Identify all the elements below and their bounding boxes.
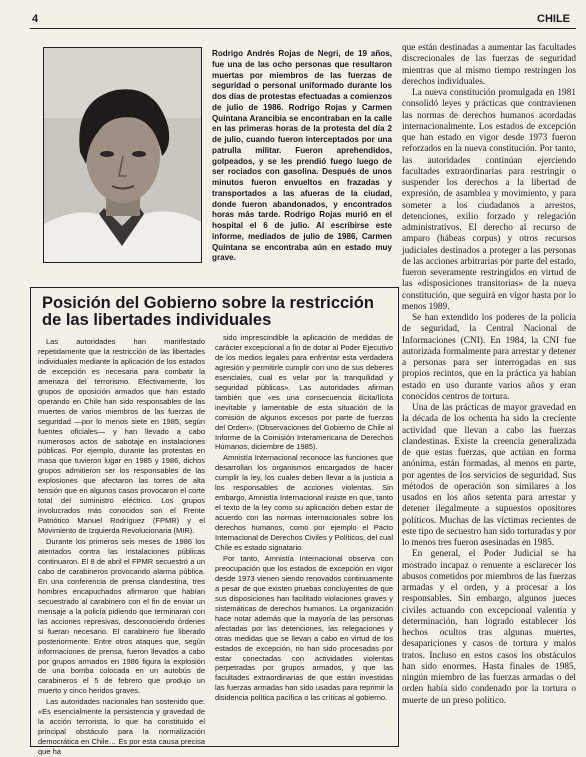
paragraph: Una de las prácticas de mayor gravedad en la década de los ochenta ha sido la creciente actividad que llevan a cabo las fuerzas clandestinas. Existe la creencia generalizada de que estas fuerzas, que actúan en forma anónima, están formadas, al menos en parte, por agentes de los servicios de seguridad. Sus métodos de operación son similares a los usados en los años setenta para arrestar y detener ilegalmente a supuestos opositores políticos. Muchas de las víctimas recientes de este tipo de secuestro han sido torturadas y por lo menos tres fueron asesinadas en 1985.: [402, 403, 577, 548]
header-rule: [30, 28, 576, 29]
article-title: Posición del Gobierno sobre la restricción de las libertades individuales: [42, 294, 374, 329]
page-number: 4: [32, 13, 39, 25]
paragraph: La nueva constitución promulgada en 1981 consolidó leyes y prácticas que contravienen las normas de derechos humanos acordadas internacionalmente. Los estados de excepción que han estado en vigor desde 1973 fueron reforzados en la nueva constitución. Por tanto, las autoridades continúan ejerciendo facultades extraordinarias para restringir o suspender los derechos a la libertad de expresión, de asamblea y movimiento, y para someter a los ciudadanos a arrestos, detenciones, exilio forzado y relegación administrativos. El derecho al recurso de amparo (hábeas corpus) y otros recursos judiciales destinados a proteger a las personas de las acciones arbitrarias por parte del estado, fueron severamente restringidos en virtud de las «disposiciones transitorias» de la nueva constitución, que seguirá en vigor hasta por lo menos 1989.: [402, 88, 576, 312]
paragraph: Las autoridades nacionales han sostenido que: «Es esencialmente la persistencia y gravedad de la acción terrorista, lo que ha constituido el principal obstáculo para la normalización democrática en Chile… Es por esta causa precisa que ha: [38, 697, 205, 757]
paragraph: Las autoridades han manifestado repetidamente que la restricción de las libertades individuales mediante la aplicación de los estados de excepción es necesaria para combatir la amenaza del terrorismo. Efectivamente, los grupos de oposición armados que han estado operando en Chile han sido responsables de las muertes de varios miembros de las fuerzas de seguridad —por lo menos siete en 1985, según fuentes oficiales— y han llevado a cabo numerosos actos de sabotaje en instalaciones públicas. Por ejemplo, durante las protestas en masa que tuvieron lugar en 1985 y 1986, dichos grupos admitieron ser los responsables de las explosiones que afectaron las torres de alta tensión que en algunos casos provocaron el corte total del suministro eléctrico. Los grupos involucrados más conocidos son el Frente Patriótico Manuel Rodríguez (FPMR) y el Movimiento de Izquierda Revolucionaria (MIR).: [38, 337, 205, 536]
portrait-photo-icon: [44, 48, 201, 262]
section-label: CHILE: [537, 13, 570, 25]
paragraph: Se han extendido los poderes de la policía de seguridad, la Central Nacional de Informaciones (CNI). En 1984, la CNI fue autorizada formalmente para arrestar y detener a personas para ser interrogadas en sus propios recintos, que en la práctica ya habían estado en uso durante varios años y eran conocidos centros de tortura.: [402, 313, 576, 402]
paragraph: En general, el Poder Judicial se ha mostrado incapaz o renuente a esclarecer los abusos cometidos por miembros de las fuerzas armadas y el orden, y a procesar a los responsables. Sin embargo, algunos jueces civiles actuando con excepcional valentía y determinación, han logrado establecer los hechos ocultos tras algunas muertes, desapariciones y casos de tortura y malos tratos. Incluso en estos casos los obstáculos han sido enormes. Hasta finales de 1985, ningún miembro de las fuerzas armadas o del orden había sido condenado por la tortura o muerte de un preso político.: [402, 549, 576, 706]
article-column-2: [215, 333, 393, 739]
article-column-1: [38, 337, 205, 757]
paragraph: que están destinadas a aumentar las facultades discrecionales de las fuerzas de seguridad mientras que al mismo tiempo restringen los derechos individuales.: [402, 43, 576, 87]
photo-caption: Rodrigo Andrés Rojas de Negri, de 19 años, fue una de las ocho personas que resultaron muertas por miembros de las fuerzas de seguridad o personal uniformado durante los dos días de protestas efectuadas a comienzos de julio de 1986. Rodrigo Rojas y Carmen Quintana Arancibia se encontraban en la calle en las primeras horas de la protesta del día 2 de julio, cuando fueron interceptados por una patrulla militar. Fueron aprehendidos, golpeados, y se les prendió fuego luego de ser rociados con gasolina. Después de unos minutos fueron envueltos en frazadas y transportados a las afueras de la ciudad, donde fueron abandonados, y encontrados horas más tarde. Rodrigo Rojas murió en el hospital el 6 de julio. Al escribirse este informe, mediados de julio de 1986, Carmen Quintana se encontraba aún en estado muy grave.: [212, 49, 392, 263]
paragraph: Amnistía Internacional reconoce las funciones que desarrollan los organismos encargados de hacer cumplir la ley, los cuales deben llevar a la justicia a los responsables de acciones violentas. Sin embargo, Amnistía Internacional insiste en que, tanto el texto de la ley como su aplicación deben estar de acuerdo con las normas internacionales sobre los derechos humanos, como por ejemplo el Pacto Internacional de Derechos Civiles y Políticos, del cual Chile es estado signatario.: [215, 453, 394, 553]
paragraph: Por tanto, Amnistía Internacional observa con preocupación que los estados de excepción en vigor desde 1973 vienen siendo renovados continuamente a pesar de que existen pruebas concluyentes de que sus disposiciones han facilitado violaciones graves y sistemáticas de derechos humanos. La organización hace notar además que la mayoría de las personas afectadas por las detenciones, las relegaciones y otras medidas que se llevan a cabo en virtud de los estados de excepción, no han sido procesadas por estar conectadas con actividades violentas perpetradas por grupos armados, y que las facultades extraordinarias de que están investidas las fuerzas armadas han sido usadas para reprimir la disidencia política pacífica o las críticas al gobierno.: [215, 553, 393, 703]
paragraph: Durante los primeros seis meses de 1986 los atentados contra las instalaciones públicas continuaron. El 8 de abril el FPMR secuestró a un cabo de carabineros provocando alarma pública. En una conferencia de prensa clandestina, tres hombres encapuchados afirmaron que habían secuestrado al carabinero con el fin de enviar un mensaje a la policía pidiendo que terminaran con las acciones represivas, desconociendo órdenes si fueran necesario. El carabinero fue liberado posteriormente. Entre otros ataques que, según informaciones de prensa, fueron llevados a cabo por grupos armados en 1986 figura la explosión de una bomba colocada en un autobús de carabineros el 5 de febrero que produjo un muerto y cinco heridos graves.: [38, 537, 205, 696]
paragraph: sido imprescindible la aplicación de medidas de carácter excepcional a fin de dotar al Poder Ejecutivo de los medios legales para enfrentar esta verdadera agresión y permitirle cumplir con uno de sus deberes esenciales, cual es velar por la tranquilidad y seguridad públicas». Las autoridades afirman también que «es una consecuencia ilícita/lícita inevitable y lamentable de esta situación de la comisión de algunos excesos por parte de fuerzas del Orden». (Observaciones del Gobierno de Chile al Informe de la Comisión Interamericana de Derechos Humanos, diciembre de 1985).: [215, 333, 393, 452]
right-text-column: [402, 43, 576, 755]
portrait-photo: [43, 47, 202, 263]
